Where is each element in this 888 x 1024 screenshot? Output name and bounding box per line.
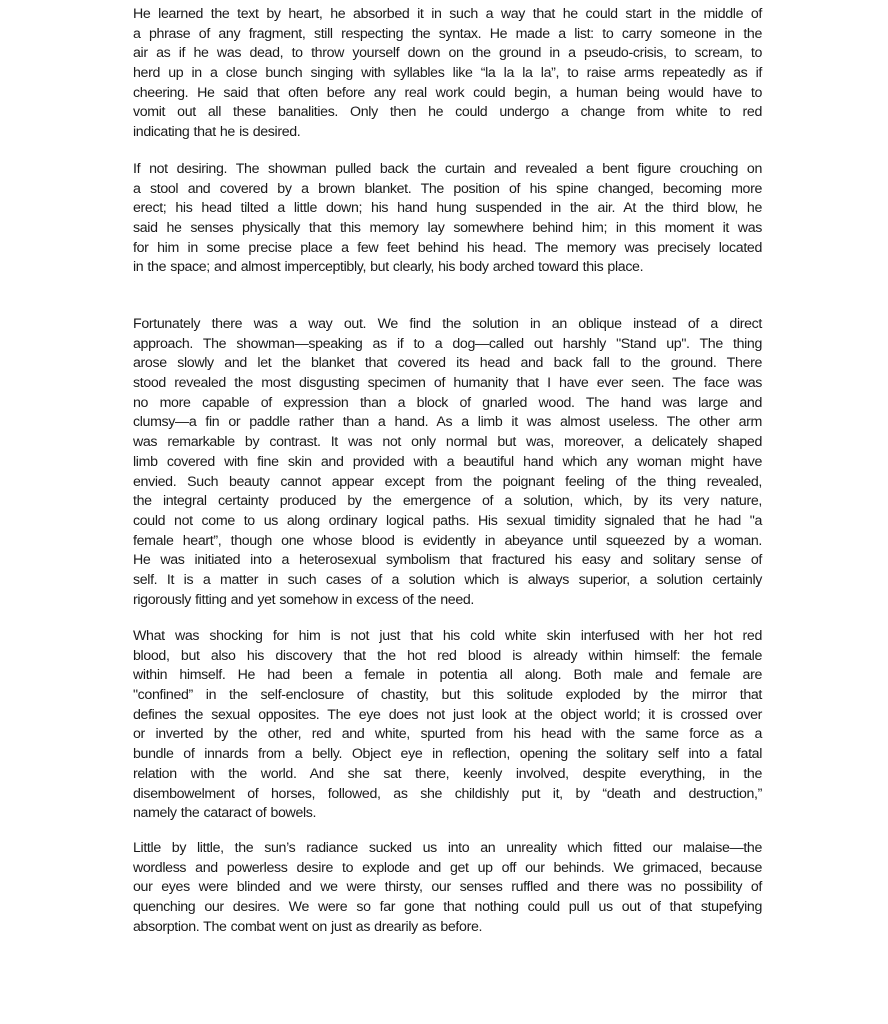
text-line: was remarkable by contrast. It was not only normal but was, moreover, a delicately shaped xyxy=(133,434,762,451)
text-line: indicating that he is desired. xyxy=(133,124,301,141)
text-line: vomit out all these banalities. Only then he could undergo a change from white to red xyxy=(133,104,762,121)
text-line: absorption. The combat went on just as drearily as before. xyxy=(133,918,483,935)
text-line: If not desiring. The showman pulled back the curtain and revealed a bent figure crouching on xyxy=(133,161,762,177)
text-line: What was shocking for him is not just that his cold white skin interfused with her hot red xyxy=(133,628,762,644)
text-line: bundle of innards from a belly. Object eye in reflection, opening the solitary self into a fatal xyxy=(133,746,762,763)
paragraph-5 xyxy=(133,839,762,937)
text-line: arose slowly and let the blanket that covered its head and back fall to the ground. There xyxy=(133,355,762,372)
text-line: rigorously fitting and yet somehow in excess of the need. xyxy=(133,591,475,608)
text-line: relation with the world. And she sat there, keenly involved, despite everything, in the xyxy=(133,765,762,782)
paragraph-4 xyxy=(133,627,762,824)
text-line: Fortunately there was a way out. We find the solution in an oblique instead of a direct xyxy=(133,316,762,332)
text-line: or inverted by the other, red and white, spurted from his head with the same force as a xyxy=(133,726,762,743)
text-line: in the space; and almost imperceptibly, but clearly, his body arched toward this place. xyxy=(133,259,644,276)
text-line: self. It is a matter in such cases of a solution which is always superior, a solution certainly xyxy=(133,571,762,588)
paragraph-3 xyxy=(133,315,762,610)
text-line: envied. Such beauty cannot appear except from the poignant feeling of the thing revealed, xyxy=(133,473,762,490)
text-line: "confined” in the self-enclosure of chastity, but this solitude exploded by the mirror that xyxy=(133,687,762,704)
text-line: a phrase of any fragment, still respecting the syntax. He made a list: to carry someone in the xyxy=(133,25,762,42)
text-line: stood revealed the most disgusting specimen of humanity that I have ever seen. The face was xyxy=(133,375,762,392)
text-line: herd up in a close bunch singing with syllables like “la la la la”, to raise arms repeatedly as if xyxy=(133,65,762,82)
text-line: approach. The showman—speaking as if to a dog—called out harshly "Stand up". The thing xyxy=(133,335,762,352)
text-line: could not come to us along ordinary logical paths. His sexual timidity signaled that he had "a xyxy=(133,512,762,529)
text-line: defines the sexual opposites. The eye does not just look at the object world; it is crossed over xyxy=(133,706,762,723)
text-line: clumsy—a fin or paddle rather than a hand. As a limb it was almost useless. The other arm xyxy=(133,414,762,431)
text-line: wordless and powerless desire to explode and get up off our behinds. We grimaced, because xyxy=(133,859,762,876)
text-line: namely the cataract of bowels. xyxy=(133,805,317,822)
text-line: disembowelment of horses, followed, as she childishly put it, by “death and destruction,” xyxy=(133,785,762,802)
text-line: Little by little, the sun’s radiance sucked us into an unreality which fitted our malaise—the xyxy=(133,840,762,856)
text-line: cheering. He said that often before any real work could begin, a human being would have to xyxy=(133,84,762,101)
text-line: no more capable of expression than a block of gnarled wood. The hand was large and xyxy=(133,394,762,411)
text-line: said he senses physically that this memory lay somewhere behind him; in this moment it was xyxy=(133,220,762,237)
text-line: He was initiated into a heterosexual symbolism that fractured his easy and solitary sense of xyxy=(133,552,762,569)
text-line: air as if he was dead, to throw yourself down on the ground in a pseudo-crisis, to scream, to xyxy=(133,45,762,62)
text-line: the integral certainty produced by the emergence of a solution, which, by its very nature, xyxy=(133,493,762,510)
paragraph-2 xyxy=(133,160,762,278)
text-line: blood, but also his discovery that the hot red blood is already within himself: the female xyxy=(133,647,762,664)
text-line: within himself. He had been a female in potentia all along. Both male and female are xyxy=(133,667,762,684)
text-line: limb covered with fine skin and provided with a beautiful hand which any woman might have xyxy=(133,453,762,470)
text-line: female heart”, though one whose blood is evidently in abeyance until squeezed by a woman. xyxy=(133,532,762,549)
text-line: quenching our desires. We were so far gone that nothing could pull us out of that stupefying xyxy=(133,899,762,916)
text-line: our eyes were blinded and we were thirsty, our senses ruffled and there was no possibility of xyxy=(133,879,762,896)
text-line: erect; his head tilted a little down; his hand hung suspended in the air. At the third blow, he xyxy=(133,200,762,217)
text-line: for him in some precise place a few feet behind his head. The memory was precisely located xyxy=(133,239,762,256)
text-line: He learned the text by heart, he absorbed it in such a way that he could start in the middle of xyxy=(133,6,762,22)
paragraph-1 xyxy=(133,5,762,143)
text-line: a stool and covered by a brown blanket. The position of his spine changed, becoming more xyxy=(133,180,762,197)
